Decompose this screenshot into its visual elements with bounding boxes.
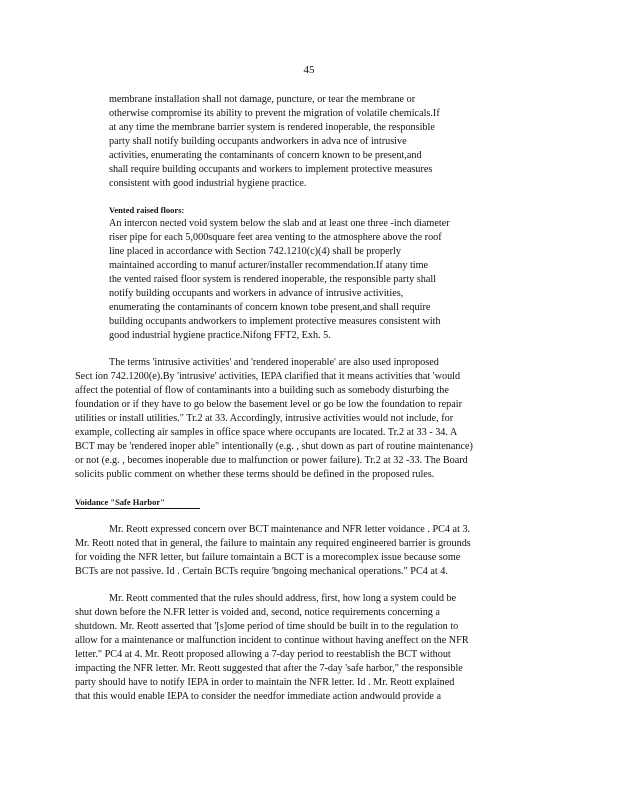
section-heading-voidance: Voidance "Safe Harbor" bbox=[75, 497, 165, 507]
text-line: enumerating the contaminants of concern known tobe present,and shall require bbox=[109, 302, 431, 313]
text-line: foundation or if they have to go below the basement level or go be low the foundation to repair bbox=[75, 399, 463, 410]
text-line: riser pipe for each 5,000square feet area venting to the atmosphere above the roof bbox=[109, 232, 442, 243]
text-line: maintained according to manuf acturer/installer recommendation.If atany time bbox=[109, 260, 429, 271]
text-line: example, collecting air samples in office space where occupants are located. Tr.2 at 33 - 34. A bbox=[75, 427, 458, 438]
text-line: at any time the membrane barrier system is rendered inoperable, the responsible bbox=[109, 122, 435, 133]
text-line: membrane installation shall not damage, puncture, or tear the membrane or bbox=[109, 94, 416, 105]
text-line: Mr. Reott commented that the rules should address, first, how long a system could be bbox=[109, 593, 457, 604]
text-line: consistent with good industrial hygiene practice. bbox=[109, 178, 307, 189]
text-line: notify building occupants and workers in advance of intrusive activities, bbox=[109, 288, 404, 299]
text-line: otherwise compromise its ability to prevent the migration of volatile chemicals.If bbox=[109, 108, 440, 119]
text-line: party shall notify building occupants andworkers in adva nce of intrusive bbox=[109, 136, 407, 147]
text-line: allow for a maintenance or malfunction incident to continue without having aneffect on the NFR bbox=[75, 635, 469, 646]
text-line: utilities or install utilities." Tr.2 at 33. Accordingly, intrusive activities would not include, for bbox=[75, 413, 454, 424]
text-line: An intercon nected void system below the slab and at least one three -inch diameter bbox=[109, 218, 450, 229]
text-line: Mr. Reott noted that in general, the failure to maintain any required engineered barrier is grounds bbox=[75, 538, 471, 549]
text-line: solicits public comment on whether these terms should be defined in the proposed rules. bbox=[75, 469, 435, 480]
page-number: 45 bbox=[303, 64, 315, 76]
text-line: activities, enumerating the contaminants of concern known to be present,and bbox=[109, 150, 422, 161]
text-line: letter." PC4 at 4. Mr. Reott proposed allowing a 7-day period to reestablish the BCT without bbox=[75, 649, 451, 660]
section-heading-vented-floors: Vented raised floors: bbox=[109, 205, 185, 215]
text-line: The terms 'intrusive activities' and 'rendered inoperable' are also used inproposed bbox=[109, 357, 439, 368]
text-line: for voiding the NFR letter, but failure tomaintain a BCT is a morecomplex issue because some bbox=[75, 552, 461, 563]
text-line: party should have to notify IEPA in order to maintain the NFR letter. Id . Mr. Reott explained bbox=[75, 677, 455, 688]
heading-underline bbox=[75, 508, 200, 509]
text-line: BCTs are not passive. Id . Certain BCTs require 'bngoing mechanical operations." PC4 at 4. bbox=[75, 566, 448, 577]
text-line: shut down before the N.FR letter is voided and, second, notice requirements concerning a bbox=[75, 607, 440, 618]
text-line: that this would enable IEPA to consider the needfor immediate action andwould provide a bbox=[75, 691, 441, 702]
text-line: shall require building occupants and workers to implement protective measures bbox=[109, 164, 433, 175]
text-line: affect the potential of flow of contaminants into a building such as somebody disturbing the bbox=[75, 385, 449, 396]
text-line: or not (e.g. , becomes inoperable due to malfunction or power failure). Tr.2 at 32 -33. The Board bbox=[75, 455, 468, 466]
text-line: good industrial hygiene practice.Nifong FFT2, Exh. 5. bbox=[109, 330, 331, 341]
text-line: shutdown. Mr. Reott asserted that '[s]ome period of time should be built in to the regulation to bbox=[75, 621, 459, 632]
text-line: Sect ion 742.1200(e).By 'intrusive' activities, IEPA clarified that it means activities that 'would bbox=[75, 371, 461, 382]
text-line: Mr. Reott expressed concern over BCT maintenance and NFR letter voidance . PC4 at 3. bbox=[109, 524, 471, 535]
text-line: line placed in accordance with Section 742.1210(c)(4) shall be properly bbox=[109, 246, 401, 257]
text-line: the vented raised floor system is rendered inoperable, the responsible party shall bbox=[109, 274, 437, 285]
text-line: impacting the NFR letter. Mr. Reott suggested that after the 7-day 'safe harbor," the responsible bbox=[75, 663, 463, 674]
text-line: BCT may be 'rendered inoper able" intentionally (e.g. , shut down as part of routine maintenance) bbox=[75, 441, 473, 452]
text-line: building occupants andworkers to implement protective measures consistent with bbox=[109, 316, 441, 327]
